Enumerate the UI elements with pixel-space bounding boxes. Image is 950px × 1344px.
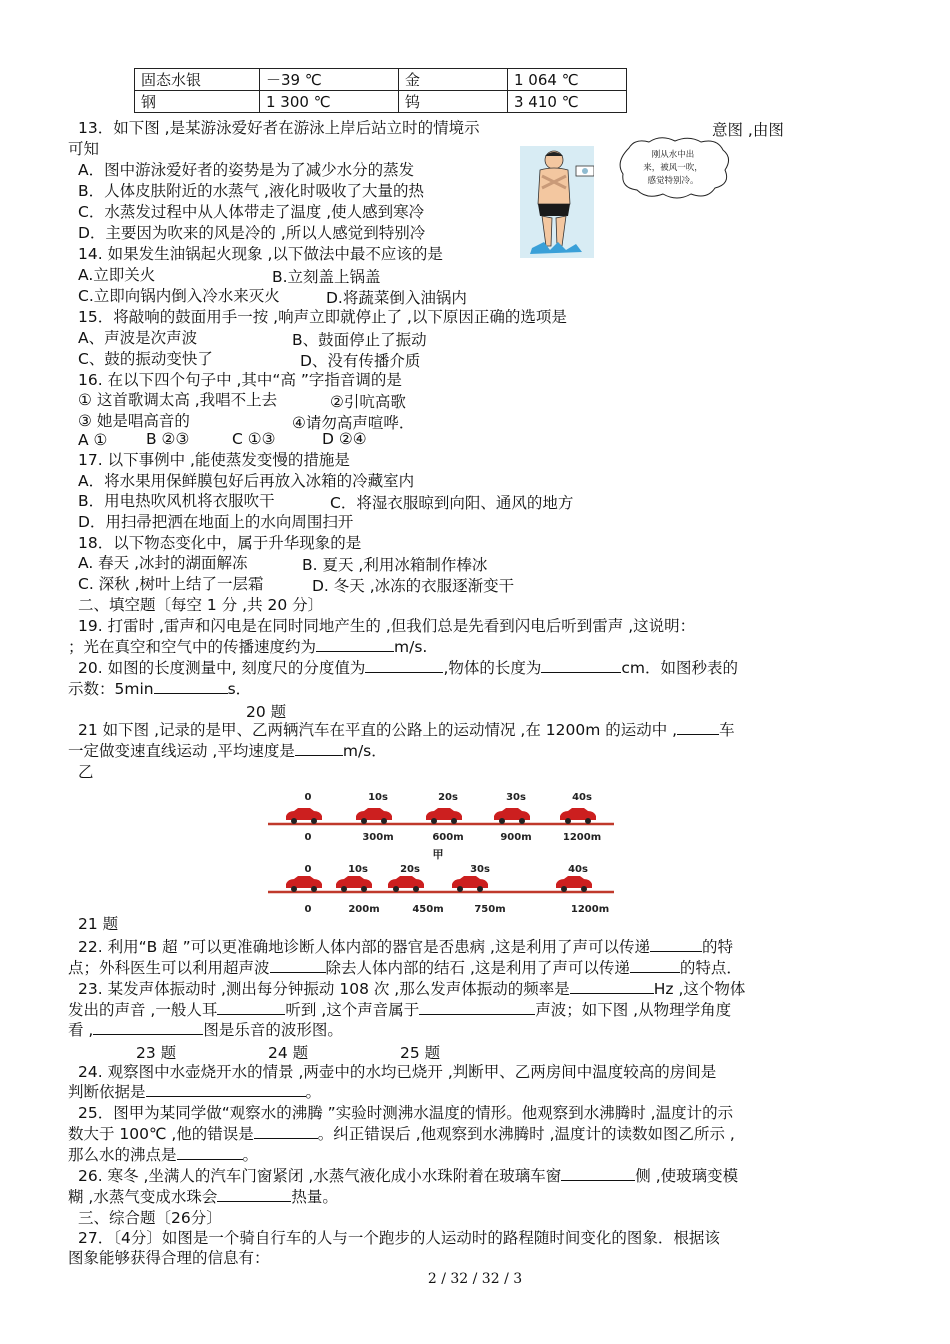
table-cell: 3 410 ℃ — [508, 91, 627, 113]
section-3-heading: 三、综合题〔26分〕 — [78, 1209, 222, 1227]
q24-caption: 24 题 — [268, 1044, 309, 1062]
q21-line-1 — [78, 720, 735, 740]
q15-option-a: A、声波是次声波 — [78, 329, 198, 347]
q15-option-d: D、没有传播介质 — [300, 352, 421, 370]
bottom-time-label: 10s — [348, 864, 368, 875]
q24-text-b: 。 — [305, 1083, 322, 1101]
q21-text-b: 车 — [719, 721, 735, 739]
car-icon — [452, 876, 488, 892]
q18-option-c: C. 深秋 ,树叶上结了一层霜 — [78, 575, 264, 593]
q23-text-f: 看 , — [68, 1021, 94, 1039]
q25-text-b: 。纠正错误后 ,他观察到水沸腾时 ,温度计的读数如图乙所示 , — [317, 1125, 735, 1143]
q14-option-a: A.立即关火 — [78, 266, 156, 284]
car-icon — [494, 808, 530, 824]
q13-option-a: A．图中游泳爱好者的姿势是为了减少水分的蒸发 — [78, 161, 415, 179]
table-cell: 钢 — [135, 91, 260, 113]
q27-line-1: 27．〔4分〕如图是一个骑自行车的人与一个跑步的人运动时的路程随时间变化的图象．根据该 — [78, 1229, 720, 1247]
q26-text-d: 热量。 — [291, 1188, 338, 1206]
q23-line-2 — [68, 1000, 731, 1020]
q25-text-d: 。 — [242, 1146, 259, 1164]
q26-text-a: 26. 寒冬 ,坐满人的汽车门窗紧闭 ,水蒸气液化成小水珠附着在玻璃车窗 — [78, 1167, 562, 1185]
q17-option-a: A．将水果用保鲜膜包好后再放入冰箱的冷藏室内 — [78, 472, 415, 490]
q24-line-1: 24. 观察图中水壶烧开水的情景 ,两壶中的水均已烧开 ,判断甲、乙两房间中温度较高的房间是 — [78, 1063, 717, 1081]
top-time-label: 40s — [572, 792, 592, 803]
table-cell: 1 300 ℃ — [260, 91, 399, 113]
car-row-top — [286, 808, 596, 824]
q19-text-a: ；光在真空和空气中的传播速度约为 — [68, 638, 317, 656]
q23-text-g: 图是乐音的波形图。 — [203, 1021, 343, 1039]
bubble-line-2: 来，被风一吹， — [643, 163, 703, 173]
bubble-line-3: 感觉特别冷。 — [647, 176, 699, 186]
table-row — [135, 91, 627, 113]
answer-blank[interactable] — [570, 979, 654, 994]
q19-line-1: 19. 打雷时 ,雷声和闪电是在同时同地产生的 ,但我们总是先看到闪电后听到雷声 ,这说明： — [78, 617, 696, 635]
q25-text-c: 那么水的沸点是 — [68, 1146, 177, 1164]
top-time-label: 20s — [438, 792, 458, 803]
top-distance-label: 0 — [304, 832, 312, 843]
bottom-distance-label: 1200m — [570, 904, 610, 915]
q22-line-1 — [78, 937, 733, 957]
top-time-label: 10s — [368, 792, 388, 803]
q21-text-c: 一定做变速直线运动 ,平均速度是 — [68, 742, 295, 760]
q26-line-1 — [78, 1166, 738, 1186]
q27-line-2: 图象能够获得合理的信息有： — [68, 1249, 270, 1267]
melting-point-table — [134, 68, 627, 113]
q25-line-3 — [68, 1145, 258, 1165]
q22-text-a: 22. 利用“B 超 ”可以更准确地诊断人体内部的器官是否患病 ,这是利用了声可以传递 — [78, 938, 650, 956]
q20-line-2 — [68, 679, 251, 699]
answer-blank[interactable] — [630, 958, 680, 973]
bottom-time-label: 30s — [470, 864, 490, 875]
q23-text-d: 听到 ,这个声音属于 — [285, 1001, 420, 1019]
q14-stem: 14. 如果发生油锅起火现象 ,以下做法中最不应该的是 — [78, 245, 443, 263]
q20-text-c: cm．如图秒表的 — [621, 659, 738, 677]
car-icon — [336, 876, 372, 892]
q22-text-b: 的特 — [701, 938, 733, 956]
swimmer-illustration — [520, 146, 594, 258]
q18-option-d: D. 冬天 ,冰冻的衣服逐渐变干 — [312, 577, 515, 595]
q18-option-a: A. 春天 ,冰封的湖面解冻 — [78, 554, 248, 572]
car-icon — [286, 808, 322, 824]
answer-blank[interactable] — [650, 937, 702, 952]
q13-stem-end: 意图 ,由图 — [712, 121, 784, 139]
q13-option-d: D．主要因为吹来的风是冷的 ,所以人感觉到特别冷 — [78, 224, 426, 242]
answer-blank[interactable] — [316, 637, 394, 652]
top-distance-label: 900m — [500, 832, 532, 843]
q17-option-c: C．将湿衣服晾到向阳、通风的地方 — [330, 494, 574, 512]
page-footer: 2 / 32 / 32 / 3 — [427, 1271, 523, 1287]
answer-blank[interactable] — [365, 658, 443, 673]
answer-blank[interactable] — [295, 741, 343, 756]
q23-text-e: 声波；如下图 ,从物理学角度 — [535, 1001, 732, 1019]
answer-blank[interactable] — [93, 1020, 203, 1035]
car-icon — [356, 808, 392, 824]
q26-line-2 — [68, 1187, 338, 1207]
q21-text-d: m/s． — [342, 742, 387, 760]
top-distance-label: 600m — [432, 832, 464, 843]
q14-option-c: C.立即向锅内倒入冷水来灭火 — [78, 287, 280, 305]
q13-option-c: C．水蒸发过程中从人体带走了温度 ,使人感到寒冷 — [78, 203, 425, 221]
car-icon — [560, 808, 596, 824]
q22-text-d: 除去人体内部的结石 ,这是利用了声可以传递 — [325, 959, 630, 977]
q21-caption: 21 题 — [78, 915, 119, 933]
answer-blank[interactable] — [270, 958, 326, 973]
q22-text-e: 的特点． — [679, 959, 742, 977]
q16-option-a: A ① — [78, 431, 108, 449]
q25-line-2 — [68, 1124, 735, 1144]
q15-option-b: B、鼓面停止了振动 — [292, 331, 427, 349]
q16-sentence-3: ③ 她是唱高音的 — [78, 412, 190, 430]
q20-text-b: ,物体的长度为 — [443, 659, 542, 677]
q21-line-3: 乙 — [78, 763, 94, 781]
q17-option-b: B．用电热吹风机将衣服吹干 — [78, 492, 275, 510]
table-cell: 1 064 ℃ — [508, 69, 627, 91]
car-icon — [286, 876, 322, 892]
q16-sentence-4: ④请勿高声喧哗． — [292, 414, 415, 432]
q21-line-2 — [68, 741, 387, 761]
top-distance-label: 1200m — [562, 832, 602, 843]
q17-stem: 17. 以下事例中 ,能使蒸发变慢的措施是 — [78, 451, 350, 469]
q20-caption: 20 题 — [246, 703, 287, 721]
answer-blank[interactable] — [541, 658, 621, 673]
q19-line-2 — [68, 637, 427, 657]
q16-sentence-1: ① 这首歌调太高 ,我唱不上去 — [78, 391, 278, 409]
q16-option-c: C ①③ — [232, 430, 276, 448]
speech-bubble — [615, 136, 733, 202]
q21-text-a: 21 如下图 ,记录的是甲、乙两辆汽车在平直的公路上的运动情况 ,在 1200m 的运动中 , — [78, 721, 678, 739]
q20-line-1 — [78, 658, 738, 678]
q16-option-d: D ②④ — [322, 430, 367, 448]
q16-sentence-2: ②引吭高歌 — [330, 393, 406, 411]
table-cell: －39 ℃ — [260, 69, 399, 91]
answer-blank[interactable] — [177, 1145, 243, 1160]
q13-stem-2: 可知 — [68, 140, 100, 158]
q16-option-b: B ②③ — [146, 430, 190, 448]
car-motion-diagram — [268, 786, 614, 918]
answer-blank[interactable] — [254, 1124, 318, 1139]
bottom-distance-label: 450m — [412, 904, 444, 915]
q20-text-d: 示数：5min — [68, 680, 154, 698]
q25-line-1: 25．图甲为某同学做“观察水的沸腾 ”实验时测沸水温度的情形。他观察到水沸腾时 ,温度计的示 — [78, 1104, 734, 1122]
bottom-time-label: 40s — [568, 864, 588, 875]
car-icon — [426, 808, 462, 824]
car-icon — [556, 876, 592, 892]
q15-option-c: C、鼓的振动变快了 — [78, 350, 213, 368]
q14-option-b: B.立刻盖上锅盖 — [272, 268, 381, 286]
q22-text-c: 点；外科医生可以利用超声波 — [68, 959, 270, 977]
q23-caption: 23 题 — [136, 1044, 177, 1062]
top-distance-label: 300m — [362, 832, 394, 843]
bottom-distance-label: 200m — [348, 904, 380, 915]
q18-stem: 18．以下物态变化中，属于升华现象的是 — [78, 534, 362, 552]
q23-text-a: 23. 某发声体振动时 ,测出每分钟振动 108 次 ,那么发声体振动的频率是 — [78, 980, 570, 998]
table-row — [135, 69, 627, 91]
q25-text-a: 数大于 100℃ ,他的错误是 — [68, 1125, 254, 1143]
car-jia-label: 甲 — [432, 848, 444, 861]
q17-option-d: D．用扫帚把洒在地面上的水向周围扫开 — [78, 513, 354, 531]
table-cell: 固态水银 — [135, 69, 260, 91]
table-cell: 钨 — [399, 91, 508, 113]
q26-text-c: 糊 ,水蒸气变成水珠会 — [68, 1188, 218, 1206]
answer-blank[interactable] — [561, 1166, 635, 1181]
q14-option-d: D.将蔬菜倒入油锅内 — [326, 289, 467, 307]
bottom-time-label: 0 — [304, 864, 312, 875]
answer-blank[interactable] — [154, 679, 228, 694]
section-2-heading: 二、填空题〔每空 1 分 ,共 20 分〕 — [78, 596, 324, 614]
q23-line-1 — [78, 979, 745, 999]
q24-line-2 — [68, 1082, 321, 1102]
q18-option-b: B. 夏天 ,利用冰箱制作棒冰 — [302, 556, 488, 574]
q13-option-b: B．人体皮肤附近的水蒸气 ,液化时吸收了大量的热 — [78, 182, 424, 200]
bottom-distance-label: 0 — [304, 904, 312, 915]
answer-blank[interactable] — [146, 1082, 306, 1097]
q20-text-a: 20. 如图的长度测量中, 刻度尺的分度值为 — [78, 659, 366, 677]
answer-blank[interactable] — [677, 720, 719, 735]
answer-blank[interactable] — [217, 1187, 291, 1202]
q22-line-2 — [68, 958, 742, 978]
top-time-label: 0 — [304, 792, 312, 803]
q23-text-c: 发出的声音 ,一般人耳 — [68, 1001, 218, 1019]
answer-blank[interactable] — [217, 1000, 285, 1015]
q16-stem: 16. 在以下四个句子中 ,其中“高 ”字指音调的是 — [78, 371, 402, 389]
q13-stem: 13．如下图 ,是某游泳爱好者在游泳上岸后站立时的情境示 — [78, 119, 480, 137]
bottom-distance-label: 750m — [474, 904, 506, 915]
q20-text-e: s． — [227, 680, 252, 698]
answer-blank[interactable] — [419, 1000, 535, 1015]
bubble-line-1: 刚从水中出 — [651, 150, 695, 160]
bottom-time-label: 20s — [400, 864, 420, 875]
q24-text-a: 判断依据是 — [68, 1083, 146, 1101]
q15-stem: 15．将敲响的鼓面用手一按 ,响声立即就停止了 ,以下原因正确的选项是 — [78, 308, 567, 326]
q25-caption: 25 题 — [400, 1044, 441, 1062]
table-cell: 金 — [399, 69, 508, 91]
q23-text-b: Hz ,这个物体 — [653, 980, 746, 998]
q26-text-b: 侧 ,使玻璃变模 — [635, 1167, 739, 1185]
car-icon — [388, 876, 424, 892]
car-row-bottom — [286, 876, 592, 892]
top-time-label: 30s — [506, 792, 526, 803]
q23-line-3 — [68, 1020, 343, 1040]
q19-text-b: m/s. — [394, 638, 428, 656]
